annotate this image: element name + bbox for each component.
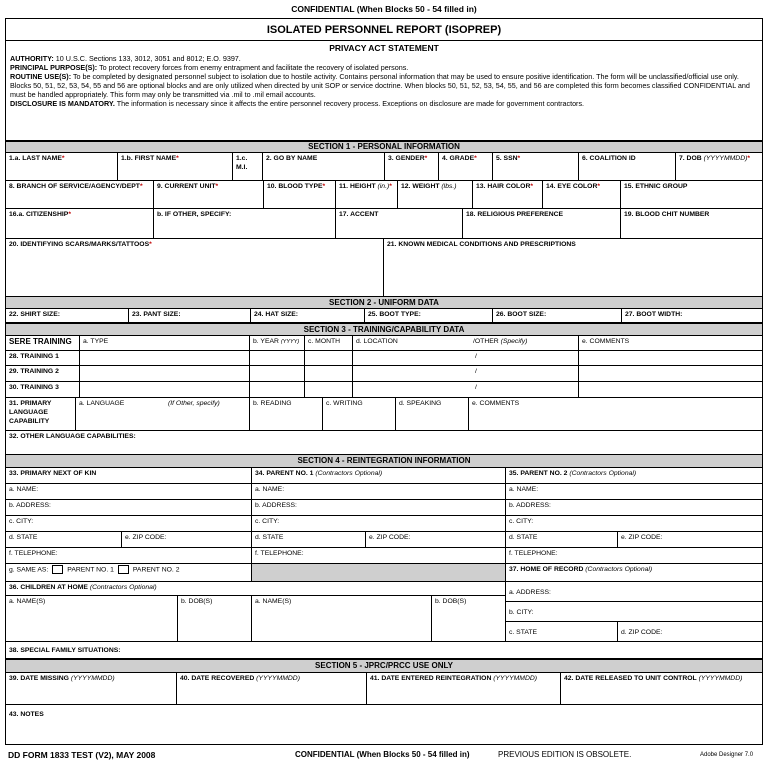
boot-size-field[interactable] xyxy=(493,309,622,323)
pnok-address-field[interactable] xyxy=(6,500,252,516)
pnok-label: 33. PRIMARY NEXT OF KIN xyxy=(9,470,97,477)
speaking-field[interactable] xyxy=(396,398,469,431)
year-format: (YYYY) xyxy=(280,339,300,345)
citizenship-label: 16.a. CITIZENSHIP xyxy=(9,211,69,218)
weight-label: 12. WEIGHT xyxy=(401,183,440,190)
grade-label: 4. GRADE xyxy=(442,155,475,162)
pnok-name-label: a. NAME: xyxy=(9,486,39,493)
special-family-label: 38. SPECIAL FAMILY SITUATIONS: xyxy=(9,647,121,654)
bottom-confidential-banner: CONFIDENTIAL (When Blocks 50 - 54 filled in) xyxy=(295,750,470,759)
parent1-telephone-label: f. TELEPHONE: xyxy=(255,550,304,557)
date-reintegration-label: 41. DATE ENTERED REINTEGRATION xyxy=(370,675,492,682)
ssn-field[interactable] xyxy=(493,153,579,181)
training-1-label-cell xyxy=(6,351,80,366)
pnok-state-label: d. STATE xyxy=(9,534,38,541)
parent1-label: 34. PARENT NO. 1 xyxy=(255,470,314,477)
training-3-label-cell xyxy=(6,382,80,398)
language-label: a. LANGUAGE xyxy=(79,400,125,407)
hat-size-label: 24. HAT SIZE: xyxy=(254,311,299,318)
children-optional: (Contractors Optional) xyxy=(89,584,157,591)
notes-label: 43. NOTES xyxy=(9,711,44,718)
obsolete-notice: PREVIOUS EDITION IS OBSOLETE. xyxy=(498,750,632,759)
parent1-name-label: a. NAME: xyxy=(255,486,285,493)
children-dob-field-1[interactable] xyxy=(178,596,252,642)
language-comments-field[interactable] xyxy=(469,398,762,431)
training-3-month[interactable] xyxy=(305,382,353,398)
blood-type-field[interactable] xyxy=(264,181,336,209)
height-label: 11. HEIGHT xyxy=(339,183,376,190)
shirt-size-label: 22. SHIRT SIZE: xyxy=(9,311,60,318)
isoprep-form xyxy=(5,18,763,745)
blood-type-label: 10. BLOOD TYPE xyxy=(267,183,323,190)
gender-label: 3. GENDER xyxy=(388,155,425,162)
pnok-telephone-label: f. TELEPHONE: xyxy=(9,550,58,557)
children-label: 36. CHILDREN AT HOME xyxy=(9,584,88,591)
other-languages-label: 32. OTHER LANGUAGE CAPABILITIES: xyxy=(9,433,136,440)
parent2-address-field[interactable] xyxy=(506,500,762,516)
shirt-size-field[interactable] xyxy=(6,309,129,323)
medical-conditions-field[interactable] xyxy=(384,239,762,297)
parent2-state-field[interactable] xyxy=(506,532,618,548)
hr-city-field[interactable] xyxy=(506,602,762,622)
required-marker: * xyxy=(176,155,179,162)
pnok-city-label: c. CITY: xyxy=(9,518,34,525)
dob-label: 7. DOB xyxy=(679,155,702,162)
pnok-name-field[interactable] xyxy=(6,484,252,500)
dob-format: (YYYYMMDD) xyxy=(703,155,748,162)
date-missing-field[interactable] xyxy=(6,673,177,705)
type-label: a. TYPE xyxy=(83,338,109,345)
parent2-city-label: c. CITY: xyxy=(509,518,534,525)
primary-language-label-cell xyxy=(6,398,76,431)
children-header xyxy=(6,582,506,596)
current-unit-field[interactable] xyxy=(154,181,264,209)
boot-type-label: 25. BOOT TYPE: xyxy=(368,311,421,318)
parent1-address-field[interactable] xyxy=(252,500,506,516)
required-marker: * xyxy=(215,183,219,190)
shaded-block xyxy=(252,564,506,582)
date-missing-label: 39. DATE MISSING xyxy=(9,675,69,682)
training-3-label: 30. TRAINING 3 xyxy=(9,384,59,391)
required-marker: * xyxy=(530,183,534,190)
authority-text: 10 U.S.C. Sections 133, 3012, 3051 and 8012; E.O. 9397. xyxy=(55,54,241,63)
training-1-location[interactable] xyxy=(353,351,579,366)
same-as-parent1-label: PARENT NO. 1 xyxy=(67,566,114,574)
same-as-parent2-label: PARENT NO. 2 xyxy=(132,566,180,574)
children-name-field-1[interactable] xyxy=(6,596,178,642)
training-2-slash: / xyxy=(475,368,477,375)
top-confidential-banner: CONFIDENTIAL (When Blocks 50 - 54 filled in) xyxy=(291,4,477,14)
parent1-state-field[interactable] xyxy=(252,532,366,548)
other-specify xyxy=(473,337,527,346)
parent2-optional: (Contractors Optional) xyxy=(569,470,637,477)
disclosure-line xyxy=(10,99,758,108)
pnok-telephone-field[interactable] xyxy=(6,548,252,564)
parent1-name-field[interactable] xyxy=(252,484,506,500)
parent2-header xyxy=(506,468,762,484)
comments-label: e. COMMENTS xyxy=(582,338,630,345)
weight-unit: (lbs.) xyxy=(441,183,457,190)
parent2-label: 35. PARENT NO. 2 xyxy=(509,470,568,477)
required-marker: * xyxy=(61,155,65,162)
training-year-header xyxy=(250,336,305,351)
child-name-label-1: a. NAME(S) xyxy=(9,598,46,605)
mi-field[interactable] xyxy=(233,153,263,181)
parent2-zip-label: e. ZIP CODE: xyxy=(621,534,663,541)
reading-field[interactable] xyxy=(250,398,323,431)
required-marker: * xyxy=(139,183,143,190)
section1-header: SECTION 1 - PERSONAL INFORMATION xyxy=(6,141,762,153)
training-month-header xyxy=(305,336,353,351)
training-1-year[interactable] xyxy=(250,351,305,366)
section2-header: SECTION 2 - UNIFORM DATA xyxy=(6,296,762,309)
boot-type-field[interactable] xyxy=(365,309,493,323)
child-name-label-2: a. NAME(S) xyxy=(255,598,292,605)
accent-label: 17. ACCENT xyxy=(339,211,379,218)
location-label: d. LOCATION xyxy=(356,338,398,345)
last-name-field[interactable] xyxy=(6,153,118,181)
hat-size-field[interactable] xyxy=(251,309,365,323)
language-field[interactable] xyxy=(76,398,250,431)
blood-chit-field[interactable] xyxy=(621,209,762,239)
parent2-telephone-label: f. TELEPHONE: xyxy=(509,550,558,557)
routine-text: To be completed by designated personnel subject to isolation due to hostile activity. Contains personal information that may be used to ensure positive identification. The form will be unclassified/official use only. Blocks 50, 51, 52, 53, 54, 55 and 56 are optional blocks and are only utilized when directed by unit SOP or service doctrine. When blocks 50, 51, 52, 53, 54, 55, and 56 are completed this form becomes classified CONFIDENTIAL and must be handled appropriately. This form may only be transmitted via .mil to .mil email accounts. xyxy=(10,72,750,99)
training-3-slash: / xyxy=(475,384,477,391)
religious-preference-field[interactable] xyxy=(463,209,621,239)
same-as-row xyxy=(6,564,252,582)
month-label: c. MONTH xyxy=(308,338,341,345)
purpose-label: PRINCIPAL PURPOSE(S): xyxy=(10,63,98,72)
section3-header: SECTION 3 - TRAINING/CAPABILITY DATA xyxy=(6,323,762,336)
parent2-address-label: b. ADDRESS: xyxy=(509,502,551,509)
coalition-id-label: 6. COALITION ID xyxy=(582,155,636,162)
hr-address-field[interactable] xyxy=(506,582,762,602)
coalition-id-field[interactable] xyxy=(579,153,676,181)
training-2-location[interactable] xyxy=(353,366,579,382)
sere-training-label: SERE TRAINING xyxy=(9,337,72,346)
required-marker: * xyxy=(424,155,428,162)
speaking-label: d. SPEAKING xyxy=(399,400,442,407)
parent1-city-label: c. CITY: xyxy=(255,518,280,525)
required-marker: * xyxy=(597,183,601,190)
go-by-label: 2. GO BY NAME xyxy=(266,155,318,162)
training-2-label: 29. TRAINING 2 xyxy=(9,368,59,375)
parent2-state-label: d. STATE xyxy=(509,534,538,541)
weight-field[interactable] xyxy=(398,181,473,209)
date-recovered-format: (YYYYMMDD) xyxy=(256,675,300,682)
boot-width-label: 27. BOOT WIDTH: xyxy=(625,311,683,318)
required-marker: * xyxy=(149,241,152,248)
date-released-format: (YYYYMMDD) xyxy=(698,675,743,682)
hr-address-label: a. ADDRESS: xyxy=(509,589,551,596)
religious-label: 18. RELIGIOUS PREFERENCE xyxy=(466,211,564,218)
child-dob-label-2: b. DOB(S) xyxy=(435,598,467,605)
routine-label: ROUTINE USE(S): xyxy=(10,72,72,81)
pnok-zip-field[interactable] xyxy=(122,532,252,548)
parent1-header xyxy=(252,468,506,484)
pnok-address-label: b. ADDRESS: xyxy=(9,502,51,509)
parent2-city-field[interactable] xyxy=(506,516,762,532)
training-1-label: 28. TRAINING 1 xyxy=(9,353,59,360)
medical-label: 21. KNOWN MEDICAL CONDITIONS AND PRESCRIPTIONS xyxy=(387,241,576,248)
training-1-slash: / xyxy=(475,353,477,360)
parent2-telephone-field[interactable] xyxy=(506,548,762,564)
date-released-label: 42. DATE RELEASED TO UNIT CONTROL xyxy=(564,675,697,682)
required-marker: * xyxy=(322,183,326,190)
training-3-comments[interactable] xyxy=(579,382,762,398)
home-of-record-header xyxy=(506,564,762,582)
section4-header: SECTION 4 - REINTEGRATION INFORMATION xyxy=(6,454,762,468)
citizenship-field[interactable] xyxy=(6,209,154,239)
same-as-parent1-checkbox[interactable] xyxy=(52,565,63,574)
hr-zip-field[interactable] xyxy=(618,622,762,642)
writing-field[interactable] xyxy=(323,398,396,431)
training-2-type[interactable] xyxy=(80,366,250,382)
sere-training-label-cell xyxy=(6,336,80,351)
eye-color-field[interactable] xyxy=(543,181,621,209)
pnok-zip-label: e. ZIP CODE: xyxy=(125,534,167,541)
scars-label: 20. IDENTIFYING SCARS/MARKS/TATTOOS xyxy=(9,241,150,248)
pant-size-label: 23. PANT SIZE: xyxy=(132,311,181,318)
boot-width-field[interactable] xyxy=(622,309,762,323)
training-1-type[interactable] xyxy=(80,351,250,366)
gender-field[interactable] xyxy=(385,153,439,181)
primary-language-label: 31. PRIMARY LANGUAGE CAPABILITY xyxy=(9,400,52,425)
same-as-parent2-checkbox[interactable] xyxy=(118,565,129,574)
date-reintegration-field[interactable] xyxy=(367,673,561,705)
form-title: ISOLATED PERSONNEL REPORT (ISOPREP) xyxy=(6,19,762,41)
date-missing-format: (YYYYMMDD) xyxy=(70,675,115,682)
privacy-heading: PRIVACY ACT STATEMENT xyxy=(329,43,439,53)
parent1-state-label: d. STATE xyxy=(255,534,284,541)
pnok-header xyxy=(6,468,252,484)
blood-chit-label: 19. BLOOD CHIT NUMBER xyxy=(624,211,710,218)
hr-city-label: b. CITY: xyxy=(509,609,534,616)
branch-field[interactable] xyxy=(6,181,154,209)
hr-zip-label: d. ZIP CODE: xyxy=(621,629,663,636)
branch-label: 8. BRANCH OF SERVICE/AGENCY/DEPT xyxy=(9,183,140,190)
parent1-optional: (Contractors Optional) xyxy=(315,470,383,477)
height-field[interactable] xyxy=(336,181,398,209)
training-type-header xyxy=(80,336,250,351)
boot-size-label: 26. BOOT SIZE: xyxy=(496,311,547,318)
training-2-comments[interactable] xyxy=(579,366,762,382)
first-name-label: 1.b. FIRST NAME xyxy=(121,155,177,162)
writing-label: c. WRITING xyxy=(326,400,363,407)
last-name-label: 1.a. LAST NAME xyxy=(9,155,62,162)
hr-state-field[interactable] xyxy=(506,622,618,642)
date-recovered-field[interactable] xyxy=(177,673,367,705)
other-label: /OTHER xyxy=(473,338,499,345)
home-of-record-label: 37. HOME OF RECORD xyxy=(509,566,584,573)
hr-state-label: c. STATE xyxy=(509,629,538,636)
required-marker: * xyxy=(68,211,71,218)
training-3-type[interactable] xyxy=(80,382,250,398)
date-recovered-label: 40. DATE RECOVERED xyxy=(180,675,255,682)
training-3-location[interactable] xyxy=(353,382,579,398)
ssn-label: 5. SSN xyxy=(496,155,518,162)
date-released-field[interactable] xyxy=(561,673,762,705)
pant-size-field[interactable] xyxy=(129,309,251,323)
parent1-city-field[interactable] xyxy=(252,516,506,532)
disclosure-label: DISCLOSURE IS MANDATORY. xyxy=(10,99,115,108)
parent1-zip-field[interactable] xyxy=(366,532,506,548)
training-1-month[interactable] xyxy=(305,351,353,366)
same-as-label: g. SAME AS: xyxy=(9,566,49,574)
training-2-month[interactable] xyxy=(305,366,353,382)
ethnic-group-label: 15. ETHNIC GROUP xyxy=(624,183,688,190)
purpose-line xyxy=(10,63,758,72)
ethnic-group-field[interactable] xyxy=(621,181,762,209)
parent1-zip-label: e. ZIP CODE: xyxy=(369,534,411,541)
training-2-year[interactable] xyxy=(250,366,305,382)
special-family-field[interactable] xyxy=(6,642,762,659)
year-label: b. YEAR xyxy=(253,338,279,345)
parent2-name-field[interactable] xyxy=(506,484,762,500)
scars-marks-field[interactable] xyxy=(6,239,384,297)
language-comments-label: e. COMMENTS xyxy=(472,400,520,407)
if-other-specify: (If Other, specify) xyxy=(168,400,220,407)
form-id: DD FORM 1833 TEST (V2), MAY 2008 xyxy=(8,750,156,760)
required-marker: * xyxy=(389,183,392,190)
training-3-year[interactable] xyxy=(250,382,305,398)
children-dob-field-2[interactable] xyxy=(432,596,506,642)
privacy-act-statement xyxy=(6,41,762,141)
eye-color-label: 14. EYE COLOR xyxy=(546,183,598,190)
hair-color-field[interactable] xyxy=(473,181,543,209)
authority-line xyxy=(10,54,758,63)
citizenship-other-field[interactable] xyxy=(154,209,336,239)
training-2-label-cell xyxy=(6,366,80,382)
mi-label: 1.c. M.I. xyxy=(236,155,248,171)
date-reintegration-format: (YYYYMMDD) xyxy=(493,675,538,682)
accent-field[interactable] xyxy=(336,209,463,239)
pnok-city-field[interactable] xyxy=(6,516,252,532)
parent1-address-label: b. ADDRESS: xyxy=(255,502,297,509)
required-marker: * xyxy=(474,155,477,162)
first-name-field[interactable] xyxy=(118,153,233,181)
specify-label: (Specify) xyxy=(500,338,528,345)
pnok-state-field[interactable] xyxy=(6,532,122,548)
required-marker: * xyxy=(517,155,521,162)
go-by-name-field[interactable] xyxy=(263,153,385,181)
authority-label: AUTHORITY: xyxy=(10,54,54,63)
parent1-telephone-field[interactable] xyxy=(252,548,506,564)
child-dob-label-1: b. DOB(S) xyxy=(181,598,213,605)
disclosure-text: The information is necessary since it affects the entire personnel recovery process. Exceptions on disclosure are made for government contractors. xyxy=(116,99,585,108)
section5-header: SECTION 5 - JPRC/PRCC USE ONLY xyxy=(6,659,762,673)
routine-line xyxy=(10,72,758,99)
parent2-name-label: a. NAME: xyxy=(509,486,539,493)
children-name-field-2[interactable] xyxy=(252,596,432,642)
hair-color-label: 13. HAIR COLOR xyxy=(476,183,531,190)
training-location-header xyxy=(353,336,579,351)
parent2-zip-field[interactable] xyxy=(618,532,762,548)
training-1-comments[interactable] xyxy=(579,351,762,366)
home-record-optional: (Contractors Optional) xyxy=(585,566,653,573)
citizenship-other-label: b. IF OTHER, SPECIFY: xyxy=(157,211,232,218)
height-unit: (in.) xyxy=(377,183,390,190)
notes-field[interactable] xyxy=(6,705,762,744)
other-languages-field[interactable] xyxy=(6,431,762,455)
dob-field[interactable] xyxy=(676,153,762,181)
required-marker: * xyxy=(747,155,751,162)
purpose-text: To protect recovery forces from enemy entrapment and facilitate the recovery of isolated persons. xyxy=(99,63,409,72)
training-comments-header xyxy=(579,336,762,351)
grade-field[interactable] xyxy=(439,153,493,181)
current-unit-label: 9. CURRENT UNIT xyxy=(157,183,216,190)
reading-label: b. READING xyxy=(253,400,292,407)
designer-credit: Adobe Designer 7.0 xyxy=(700,752,754,758)
